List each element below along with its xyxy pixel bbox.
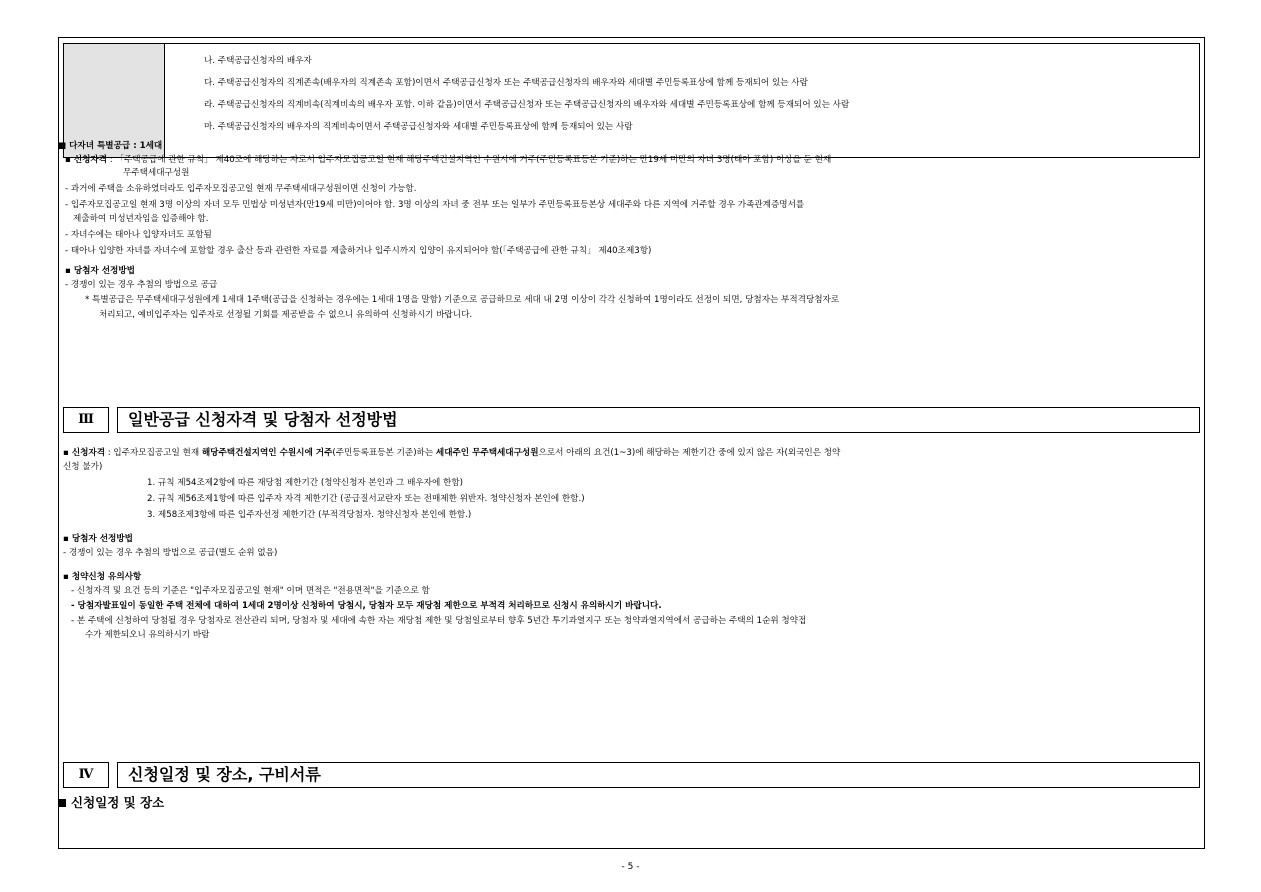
selection-method-label: ▪ 당첨자 선정방법 [65, 266, 135, 276]
page-number: - 5 - [621, 862, 640, 872]
section-3-number: Ⅲ [63, 407, 109, 433]
special-supply-notice-cont: 처리되고, 예비입주자는 입주자로 선정될 기회를 제공받을 수 없으니 유의하여 신청하시기 바랍니다. [99, 310, 473, 320]
table-row: 마. 주택공급신청자의 배우자의 직계비속이면서 주택공급신청자와 세대별 주민등록표상에 함께 등재되어 있는 사람 [204, 122, 633, 132]
table-row: 나. 주택공급신청자의 배우자 [204, 56, 312, 66]
note-item: - 자녀수에는 태아나 입양자녀도 포함됨 [65, 230, 212, 240]
note-item: - 과거에 주택을 소유하였더라도 입주자모집공고일 현재 무주택세대구성원이면 신청이 가능함. [65, 184, 417, 194]
schedule-subheading: 신청일정 및 장소 [58, 795, 164, 810]
general-supply-qualification-cont: 신청 불가) [63, 462, 103, 472]
special-supply-notice: * 특별공급은 무주택세대구성원에게 1세대 1주택(공급을 신청하는 경우에는 1세대 1명을 말함) 기준으로 공급하므로 세대 내 2명 이상이 각각 신청하여 1명이라도 선정이 되면, 당첨자는 부적격당첨자로 [85, 295, 840, 305]
selection-method-line: - 경쟁이 있는 경우 추첨의 방법으로 공급 [65, 280, 218, 290]
multi-child-heading: ■ 다자녀 특별공급 : 1세대 [58, 141, 163, 151]
general-selection-line: - 경쟁이 있는 경우 추첨의 방법으로 공급(별도 순위 없음) [63, 548, 278, 558]
section-3-title: 일반공급 신청자격 및 당첨자 선정방법 [117, 407, 1200, 433]
section-4-number: Ⅳ [63, 762, 109, 788]
restriction-item: 1. 규칙 제54조제2항에 따른 재당첨 제한기간 (청약신청자 본인과 그 배우자에 한함) [147, 478, 463, 488]
multi-child-qualification-cont: 무주택세대구성원 [123, 168, 190, 178]
note-item: 제출하여 미성년자임을 입증해야 함. [73, 214, 209, 224]
caution-item: - 신청자격 및 요건 등의 기준은 "입주자모집공고일 현재" 이며 면적은 "전용면적"을 기준으로 함 [71, 586, 430, 596]
multi-child-qualification: ▪ 신청자격 : 「주택공급에 관한 규칙」 제40조에 해당하는 자로서 입주자모집공고일 현재 해당주택건설지역인 수원시에 거주(주민등록표등본 기준)하는 만19세 미만의 자녀 3명(태아 포함) 이상을 둔 현재 [65, 155, 832, 165]
qualification-label: ▪ 신청자격 [65, 155, 108, 165]
restriction-item: 2. 규칙 제56조제1항에 따른 입주자 자격 제한기간 (공급질서교란자 또는 전매제한 위반자. 청약신청자 본인에 한함.) [147, 494, 585, 504]
section-4-header [63, 762, 1200, 788]
caution-item: - 본 주택에 신청하여 당첨될 경우 당첨자로 전산관리 되며, 당첨자 및 세대에 속한 자는 재당첨 제한 및 당첨일로부터 향후 5년간 투기과열지구 또는 청약과열지역에서 공급하는 주택의 1순위 청약접 [71, 616, 807, 626]
general-selection-label: ▪ 당첨자 선정방법 [63, 534, 133, 544]
section-4-title: 신청일정 및 장소, 구비서류 [117, 762, 1200, 788]
note-item: - 입주자모집공고일 현재 3명 이상의 자녀 모두 민법상 미성년자(만19세 미만)이어야 함. 3명 이상의 자녀 중 전부 또는 일부가 주민등록표등본상 세대주와 다른 지역에 거주할 경우 가족관계증명서를 [65, 200, 805, 210]
restriction-item: 3. 제58조제3항에 따른 입주자선정 제한기간 (부적격당첨자. 청약신청자 본인에 한함.) [147, 510, 472, 520]
general-supply-qualification: ▪ 신청자격 : 입주자모집공고일 현재 해당주택건설지역인 수원시에 거주(주민등록표등본 기준)하는 세대주인 무주택세대구성원으로서 아래의 요건(1~3)에 해당하는 제한기간 중에 있지 않은 자(외국인은 청약 [63, 448, 841, 458]
table-row: 라. 주택공급신청자의 직계비속(직계비속의 배우자 포함. 이하 같음)이면서 주택공급신청자 또는 주택공급신청자의 배우자와 세대별 주민등록표상에 함께 등재되어 있는 사람 [204, 100, 850, 110]
caution-item-cont: 수가 제한되오니 유의하시기 바람 [85, 630, 210, 640]
caution-item-bold: - 당첨자발표일이 동일한 주택 전체에 대하여 1세대 2명이상 신청하여 당첨시, 당첨자 모두 재당첨 제한으로 부적격 처리하므로 신청시 유의하시기 바랍니다. [71, 601, 662, 611]
household-members-table [63, 43, 1200, 158]
note-item: - 태아나 입양한 자녀를 자녀수에 포함할 경우 출산 등과 관련한 자료를 제출하거나 입주시까지 입양이 유지되어야 함(「주택공급에 관한 규칙」 제40조제3항) [65, 246, 652, 256]
section-3-header [63, 407, 1200, 433]
square-bullet-icon [58, 799, 66, 807]
table-row: 다. 주택공급신청자의 직계존속(배우자의 직계존속 포함)이면서 주택공급신청자 또는 주택공급신청자의 배우자와 세대별 주민등록표상에 함께 등재되어 있는 사람 [204, 78, 808, 88]
document-page [58, 37, 1205, 849]
caution-label: ▪ 청약신청 유의사항 [63, 572, 142, 582]
